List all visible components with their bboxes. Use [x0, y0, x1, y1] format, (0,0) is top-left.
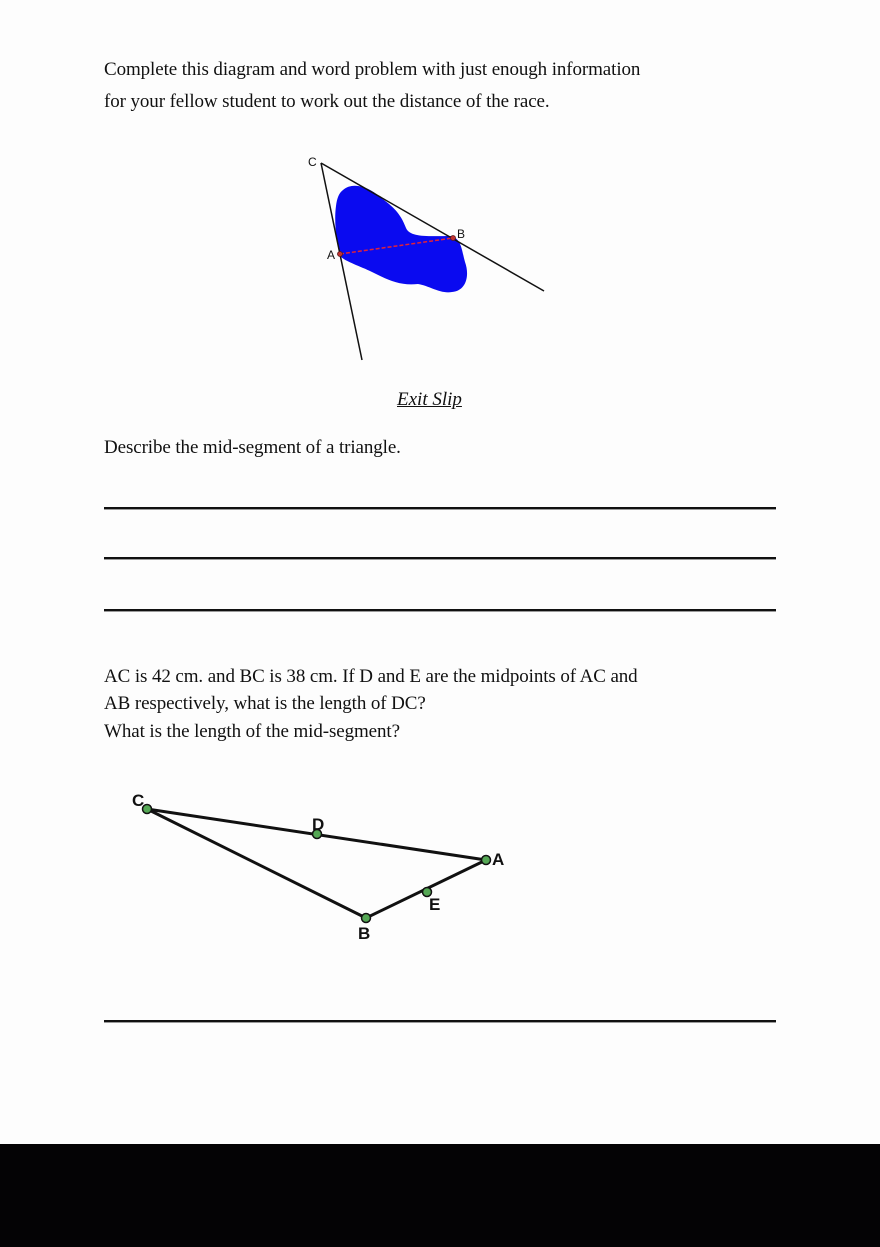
- label-a-2: A: [492, 850, 505, 869]
- question-1: Describe the mid-segment of a triangle.: [104, 437, 401, 458]
- question-2-line-2: AB respectively, what is the length of DC?: [104, 693, 426, 714]
- question-2-line-3: What is the length of the mid-segment?: [104, 721, 400, 742]
- intro-line-1: Complete this diagram and word problem with just enough information: [104, 59, 641, 80]
- exit-slip-title: Exit Slip: [397, 389, 462, 410]
- label-b: B: [457, 227, 466, 241]
- label-e: E: [429, 895, 441, 914]
- point-a-marker-2: [482, 856, 491, 865]
- answer-line-4[interactable]: [104, 1020, 776, 1023]
- label-c-2: C: [132, 791, 145, 810]
- label-a: A: [327, 248, 336, 262]
- intro-line-2: for your fellow student to work out the distance of the race.: [104, 91, 550, 112]
- point-b-marker-2: [362, 914, 371, 923]
- black-bottom-band: [0, 1144, 880, 1247]
- label-b-2: B: [358, 924, 371, 943]
- label-d: D: [312, 815, 325, 834]
- label-c: C: [308, 155, 317, 169]
- question-2-line-1: AC is 42 cm. and BC is 38 cm. If D and E are the midpoints of AC and: [104, 666, 638, 687]
